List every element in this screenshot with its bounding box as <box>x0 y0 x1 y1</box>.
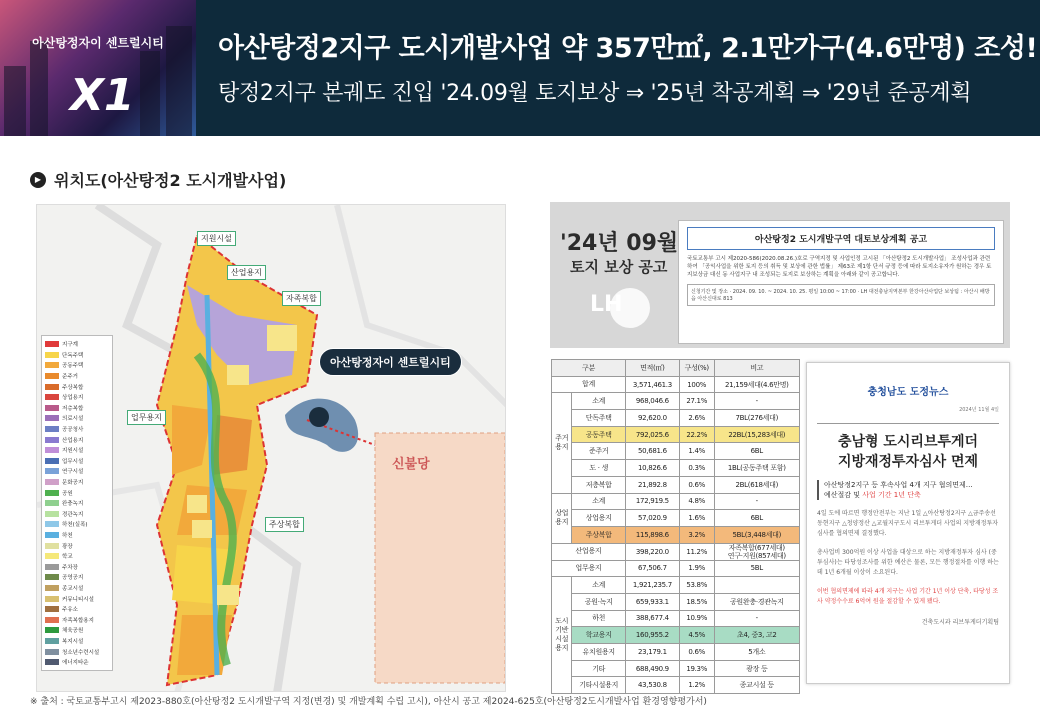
table-sub-cell: 유치원용지 <box>572 644 626 661</box>
table-sub-cell: 학교용지 <box>572 627 626 644</box>
table-area-cell: 659,933.1 <box>625 593 679 610</box>
legend-item <box>45 456 109 467</box>
header-banner <box>0 0 1040 136</box>
table-row <box>552 510 800 527</box>
legend-label: 문화공지 <box>62 480 84 487</box>
table-row <box>552 677 800 694</box>
table-ratio-cell: 1.2% <box>679 677 714 694</box>
table-row <box>552 627 800 644</box>
legend-label: 학교 <box>62 554 73 561</box>
x1-site-callout: 아산탕정자이 센트럴시티 <box>319 348 462 376</box>
legend-swatch <box>45 638 59 644</box>
legend-item <box>45 561 109 572</box>
table-note-cell: 초4, 중3, 고2 <box>714 627 799 644</box>
table-ratio-cell: 4.8% <box>679 493 714 510</box>
legend-swatch <box>45 627 59 633</box>
legend-swatch <box>45 437 59 443</box>
legend-item <box>45 392 109 403</box>
legend-swatch <box>45 596 59 602</box>
sinbul-label: 신불당 <box>392 457 430 472</box>
compensation-notice <box>550 202 1010 348</box>
x1-site-marker <box>309 407 329 427</box>
legend-item <box>45 636 109 647</box>
table-ratio-cell: 4.5% <box>679 627 714 644</box>
table-area-cell: 1,921,235.7 <box>625 577 679 594</box>
table-header: 구성(%) <box>679 360 714 377</box>
page-subtitle: 탕정2지구 본궤도 진입 '24.09월 토지보상 ⇒ '25년 착공계획 ⇒ '29년 준공계획 <box>218 81 972 106</box>
table-header: 비고 <box>714 360 799 377</box>
label-industrial: 산업용지 <box>227 265 266 280</box>
legend-item <box>45 413 109 424</box>
table-row <box>552 376 800 393</box>
location-map <box>36 204 506 692</box>
table-sub-cell: 공원·녹지 <box>572 593 626 610</box>
table-sub-cell: 상업용지 <box>572 510 626 527</box>
table-area-cell: 792,025.6 <box>625 426 679 443</box>
table-group-cell: 합계 <box>552 376 626 393</box>
notice-doc-body: 국토교통부 고시 제2020-586(2020.08.26.)호로 구역지정 및 사업인정 고시된 「아산탕정2 도시개발사업」 조성사업과 관련하여 「공익사업을 위한 토지 등의 취득 및 보상에 관한 법률」 제63조 제1항 단서 규정 등에 따라 토지소유자가 원하는 경우 토지보상금 대신 동 사업지구 내 조성되는 토지로 보상하는 계획을 아래와 같이 공고합니다. <box>687 256 992 278</box>
legend-label: 산업용지 <box>62 437 84 444</box>
legend-swatch <box>45 511 59 517</box>
table-ratio-cell: 100% <box>679 376 714 393</box>
play-bullet-icon: ▶ <box>30 172 46 188</box>
legend-swatch <box>45 447 59 453</box>
table-ratio-cell: 1.6% <box>679 510 714 527</box>
table-note-cell <box>714 577 799 594</box>
news-headline: 충남형 도시리브투게더 지방재정투자심사 면제 <box>817 423 999 472</box>
table-ratio-cell: 22.2% <box>679 426 714 443</box>
project-logo <box>0 0 196 136</box>
legend-swatch <box>45 405 59 411</box>
legend-label: 청소년수련시설 <box>62 649 100 656</box>
legend-item <box>45 466 109 477</box>
legend-item <box>45 551 109 562</box>
table-row <box>552 460 800 477</box>
legend-label: 복지시설 <box>62 638 84 645</box>
table-ratio-cell: 2.6% <box>679 410 714 427</box>
source-footnote: ※ 출처 : 국토교통부고시 제2023-880호(아산탕정2 도시개발구역 지정(변경) 및 개발계획 수립 고시), 아산시 공고 제2024-625호(아산탕정2도시개발사업 환경영향평가서) <box>30 697 707 707</box>
legend-label: 주유소 <box>62 607 78 614</box>
table-note-cell: 종교시설 등 <box>714 677 799 694</box>
legend-item <box>45 445 109 456</box>
table-group-cell: 상업 용지 <box>552 493 572 543</box>
map-legend <box>41 335 113 671</box>
legend-item <box>45 572 109 583</box>
legend-item <box>45 360 109 371</box>
table-row <box>552 644 800 661</box>
legend-item <box>45 381 109 392</box>
table-header: 면적(㎡) <box>625 360 679 377</box>
legend-swatch <box>45 606 59 612</box>
notice-label: 토지 보상 공고 <box>570 258 668 276</box>
table-sub-cell: 소계 <box>572 577 626 594</box>
table-row <box>552 660 800 677</box>
news-clipping <box>806 362 1010 684</box>
news-brand: 충청남도 도정뉴스 <box>867 387 949 398</box>
table-note-cell: 자족복합(677세대) 연구·지원(857세대) <box>714 543 799 560</box>
table-area-cell: 688,490.9 <box>625 660 679 677</box>
table-sub-cell: 소계 <box>572 493 626 510</box>
legend-label: 체육공원 <box>62 628 84 635</box>
legend-item <box>45 614 109 625</box>
table-row <box>552 593 800 610</box>
legend-label: 저층복합 <box>62 405 84 412</box>
table-note-cell: 7BL(276세대) <box>714 410 799 427</box>
news-paragraph: 총사업비 300억원 이상 사업을 대상으로 하는 지방재정투자 심사 (중투심사)는 타당성조사를 위한 예산은 물론, 모든 행정절차를 이행 하는데 1년 6개월 이상이 소요된다. <box>817 549 999 576</box>
table-group-cell: 업무용지 <box>552 560 626 577</box>
table-row <box>552 443 800 460</box>
legend-label: 광장 <box>62 543 73 550</box>
legend-swatch <box>45 659 59 665</box>
legend-swatch <box>45 649 59 655</box>
legend-swatch <box>45 617 59 623</box>
table-ratio-cell: 0.3% <box>679 460 714 477</box>
legend-label: 커뮤니티시설 <box>62 596 94 603</box>
table-note-cell: - <box>714 493 799 510</box>
legend-label: 완충녹지 <box>62 501 84 508</box>
logo-text: 아산탕정자이 센트럴시티 <box>32 36 164 50</box>
legend-item <box>45 540 109 551</box>
table-sub-cell: 하천 <box>572 610 626 627</box>
legend-item <box>45 646 109 657</box>
notice-doc-title: 아산탕정2 도시개발구역 대토보상계획 공고 <box>687 227 995 250</box>
legend-label: 주상복합 <box>62 384 84 391</box>
table-row <box>552 560 800 577</box>
legend-label: 지원시설 <box>62 448 84 455</box>
section-title-text: 위치도(아산탕정2 도시개발사업) <box>54 171 287 190</box>
legend-swatch <box>45 426 59 432</box>
table-sub-cell: 단독주택 <box>572 410 626 427</box>
legend-swatch <box>45 384 59 390</box>
table-row <box>552 426 800 443</box>
table-sub-cell: 주상복합 <box>572 526 626 543</box>
legend-item <box>45 498 109 509</box>
table-sub-cell: 준주거 <box>572 443 626 460</box>
table-note-cell: - <box>714 610 799 627</box>
table-header: 구분 <box>552 360 626 377</box>
table-sub-cell: 소계 <box>572 393 626 410</box>
legend-swatch <box>45 500 59 506</box>
lh-logo: LH <box>590 292 623 317</box>
legend-label: 지구계 <box>62 342 78 349</box>
legend-item <box>45 477 109 488</box>
legend-label: 공공청사 <box>62 427 84 434</box>
table-note-cell: 21,159세대(4.6만명) <box>714 376 799 393</box>
table-area-cell: 23,179.1 <box>625 644 679 661</box>
table-row <box>552 476 800 493</box>
table-note-cell: 공원완충·경관녹지 <box>714 593 799 610</box>
legend-swatch <box>45 574 59 580</box>
legend-swatch <box>45 468 59 474</box>
legend-item <box>45 350 109 361</box>
legend-label: 준주거 <box>62 374 78 381</box>
legend-swatch <box>45 415 59 421</box>
legend-label: 의료시설 <box>62 416 84 423</box>
legend-item <box>45 371 109 382</box>
legend-item <box>45 657 109 668</box>
table-row <box>552 493 800 510</box>
legend-swatch <box>45 490 59 496</box>
table-ratio-cell: 10.9% <box>679 610 714 627</box>
legend-swatch <box>45 543 59 549</box>
notice-date: '24년 09월 <box>560 231 679 256</box>
legend-swatch <box>45 373 59 379</box>
legend-label: 에너지타운 <box>62 660 89 667</box>
table-area-cell: 388,677.4 <box>625 610 679 627</box>
table-row <box>552 610 800 627</box>
table-area-cell: 57,020.9 <box>625 510 679 527</box>
legend-label: 자족복합용지 <box>62 617 94 624</box>
table-sub-cell: 공동주택 <box>572 426 626 443</box>
legend-label: 업무시설 <box>62 458 84 465</box>
legend-item <box>45 583 109 594</box>
legend-label: 종교시설 <box>62 585 84 592</box>
table-ratio-cell: 53.8% <box>679 577 714 594</box>
label-support: 지원시설 <box>197 231 236 246</box>
legend-label: 공동주택 <box>62 363 84 370</box>
table-note-cell: 1BL(공동주택 포함) <box>714 460 799 477</box>
table-note-cell: 2BL(618세대) <box>714 476 799 493</box>
legend-label: 경관녹지 <box>62 511 84 518</box>
legend-item <box>45 509 109 520</box>
table-note-cell: 6BL <box>714 443 799 460</box>
news-paragraph: 4일 도에 따르면 행정안전부는 지난 1일 △아산탕정2지구 △금주송선동현지구 △청양정산 △교월지구도시 리브투게더 사업의 지방재정투자심사를 협의면제 결정했다. <box>817 510 999 537</box>
news-lead-highlight: 사업 기간 1년 단축 <box>862 491 921 499</box>
table-area-cell: 172,919.5 <box>625 493 679 510</box>
legend-swatch <box>45 341 59 347</box>
legend-swatch <box>45 532 59 538</box>
table-header-row <box>552 360 800 377</box>
notice-document <box>678 220 1004 344</box>
legend-swatch <box>45 553 59 559</box>
table-group-cell: 도시 기반 시설 용지 <box>552 577 572 694</box>
legend-swatch <box>45 458 59 464</box>
table-area-cell: 92,620.0 <box>625 410 679 427</box>
table-area-cell: 10,826.6 <box>625 460 679 477</box>
legend-item <box>45 625 109 636</box>
legend-item <box>45 424 109 435</box>
legend-label: 공영공지 <box>62 575 84 582</box>
table-ratio-cell: 0.6% <box>679 476 714 493</box>
table-area-cell: 3,571,461.3 <box>625 376 679 393</box>
x1-logo-mark: X1 <box>70 70 135 121</box>
table-ratio-cell: 1.9% <box>679 560 714 577</box>
table-area-cell: 115,898.6 <box>625 526 679 543</box>
legend-swatch <box>45 521 59 527</box>
legend-swatch <box>45 564 59 570</box>
table-row <box>552 543 800 560</box>
table-area-cell: 968,046.6 <box>625 393 679 410</box>
table-area-cell: 43,530.8 <box>625 677 679 694</box>
page-title: 아산탕정2지구 도시개발사업 약 357만㎡, 2.1만가구(4.6만명) 조성! <box>218 33 1038 64</box>
table-sub-cell: 기타 <box>572 660 626 677</box>
legend-item <box>45 434 109 445</box>
land-use-table <box>551 359 800 694</box>
news-lead-text: 아산탕정2지구 등 후속사업 4개 지구 협의면제… 예산절감 및 <box>824 481 973 499</box>
legend-item <box>45 519 109 530</box>
table-note-cell: 5BL <box>714 560 799 577</box>
table-group-cell: 산업용지 <box>552 543 626 560</box>
table-ratio-cell: 19.3% <box>679 660 714 677</box>
table-area-cell: 67,506.7 <box>625 560 679 577</box>
legend-label: 주차장 <box>62 564 78 571</box>
table-sub-cell: 도 · 생 <box>572 460 626 477</box>
table-row <box>552 410 800 427</box>
table-note-cell: 5BL(3,448세대) <box>714 526 799 543</box>
legend-item <box>45 487 109 498</box>
legend-label: 공원 <box>62 490 73 497</box>
legend-swatch <box>45 479 59 485</box>
table-sub-cell: 저층복합 <box>572 476 626 493</box>
label-business: 업무용지 <box>127 410 166 425</box>
legend-item <box>45 403 109 414</box>
legend-swatch <box>45 352 59 358</box>
table-note-cell: 6BL <box>714 510 799 527</box>
legend-swatch <box>45 394 59 400</box>
legend-swatch <box>45 362 59 368</box>
table-note-cell: - <box>714 393 799 410</box>
legend-item <box>45 339 109 350</box>
table-ratio-cell: 11.2% <box>679 543 714 560</box>
notice-doc-box: 신청기간 및 장소 · 2024. 09. 10. ~ 2024. 10. 25. 평일 10:00 ~ 17:00 · LH 대전충남지역본부 한강아산사업단 보상팀 : 아산시 배방읍 아산신대로 813 <box>687 284 995 306</box>
table-ratio-cell: 0.6% <box>679 644 714 661</box>
news-lead <box>817 480 999 500</box>
legend-item <box>45 604 109 615</box>
legend-label: 상업용지 <box>62 395 84 402</box>
legend-item <box>45 530 109 541</box>
news-paragraph-highlight: 이번 협의면제에 따라 4개 지구는 사업 기간 1년 이상 단축, 타당성 조사 약정수수료 6억여 원을 절감할 수 있게 됐다. <box>817 588 999 605</box>
table-row <box>552 393 800 410</box>
news-date: 2024년 11월 4일 <box>959 407 999 413</box>
table-ratio-cell: 27.1% <box>679 393 714 410</box>
table-note-cell: 광장 등 <box>714 660 799 677</box>
table-row <box>552 526 800 543</box>
table-group-cell: 주거 용지 <box>552 393 572 493</box>
table-ratio-cell: 18.5% <box>679 593 714 610</box>
legend-swatch <box>45 585 59 591</box>
table-area-cell: 21,892.8 <box>625 476 679 493</box>
table-ratio-cell: 3.2% <box>679 526 714 543</box>
legend-label: 단독주택 <box>62 352 84 359</box>
legend-label: 하천 <box>62 532 73 539</box>
table-ratio-cell: 1.4% <box>679 443 714 460</box>
table-area-cell: 398,220.0 <box>625 543 679 560</box>
table-sub-cell: 기타시설용지 <box>572 677 626 694</box>
table-note-cell: 22BL(15,283세대) <box>714 426 799 443</box>
section-title <box>30 168 286 191</box>
table-area-cell: 50,681.6 <box>625 443 679 460</box>
table-area-cell: 160,955.2 <box>625 627 679 644</box>
table-note-cell: 5개소 <box>714 644 799 661</box>
legend-label: 연구시설 <box>62 469 84 476</box>
legend-item <box>45 593 109 604</box>
label-mixed: 주상복합 <box>265 517 304 532</box>
news-signature: 건축도시과 리브투게더기획팀 <box>921 619 999 626</box>
table-row <box>552 577 800 594</box>
legend-label: 하천(실폭) <box>62 522 88 529</box>
label-self-sufficient: 자족복합 <box>282 291 321 306</box>
